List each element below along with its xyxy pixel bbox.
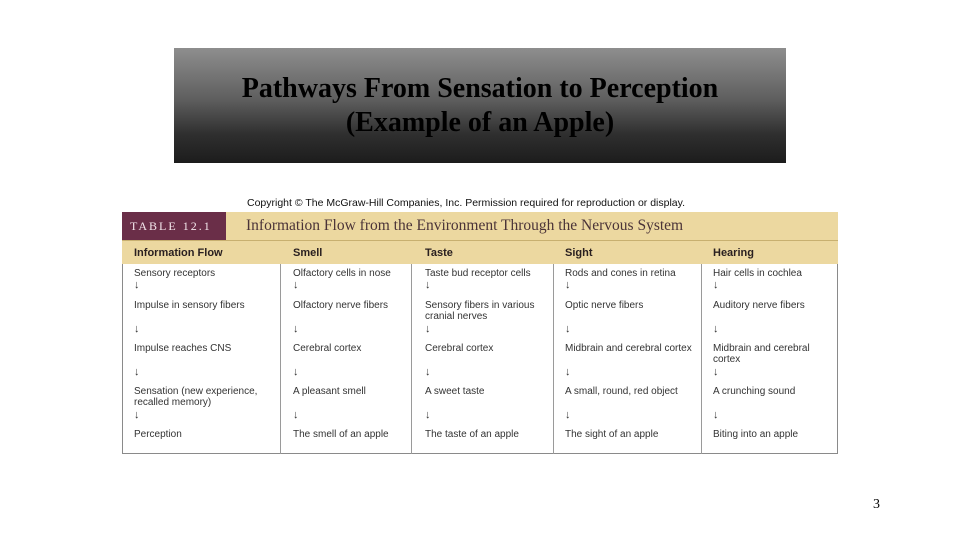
table-cell-smell: The smell of an apple: [293, 429, 389, 440]
table-cell-information-flow: Sensation (new experience, recalled memory): [134, 386, 258, 408]
table-cell-sight: Rods and cones in retina: [565, 268, 676, 279]
table-cell-hearing: Biting into an apple: [713, 429, 799, 440]
down-arrow-icon: ↓: [293, 323, 299, 335]
down-arrow-icon: ↓: [293, 279, 299, 291]
down-arrow-icon: ↓: [713, 366, 719, 378]
table-cell-hearing: A crunching sound: [713, 386, 796, 397]
info-flow-table: [122, 212, 838, 454]
table-cell-taste: Cerebral cortex: [425, 343, 494, 354]
col-header-sight: Sight: [565, 247, 593, 259]
col-header-information-flow: Information Flow: [134, 247, 223, 259]
table-banner: [122, 212, 838, 240]
down-arrow-icon: ↓: [425, 409, 431, 421]
table-cell-information-flow: Sensory receptors: [134, 268, 216, 279]
table-header-row: [122, 240, 838, 265]
column-divider: [280, 264, 281, 454]
down-arrow-icon: ↓: [565, 323, 571, 335]
table-cell-hearing: Midbrain and cerebral cortex: [713, 343, 810, 365]
down-arrow-icon: ↓: [713, 409, 719, 421]
down-arrow-icon: ↓: [134, 323, 140, 335]
down-arrow-icon: ↓: [713, 279, 719, 291]
table-cell-sight: The sight of an apple: [565, 429, 659, 440]
page-number: 3: [873, 497, 880, 512]
table-cell-taste: Sensory fibers in various cranial nerves: [425, 300, 535, 322]
down-arrow-icon: ↓: [565, 409, 571, 421]
table-title: Information Flow from the Environment Through the Nervous System: [246, 217, 684, 234]
table-cell-hearing: Hair cells in cochlea: [713, 268, 802, 279]
table-cell-sight: Optic nerve fibers: [565, 300, 644, 311]
column-divider: [411, 264, 412, 454]
table-cell-taste: The taste of an apple: [425, 429, 519, 440]
down-arrow-icon: ↓: [425, 366, 431, 378]
table-cell-smell: A pleasant smell: [293, 386, 366, 397]
table-cell-taste: Taste bud receptor cells: [425, 268, 531, 279]
table-cell-smell: Olfactory cells in nose: [293, 268, 391, 279]
table-cell-smell: Cerebral cortex: [293, 343, 362, 354]
table-cell-information-flow: Impulse in sensory fibers: [134, 300, 245, 311]
down-arrow-icon: ↓: [134, 366, 140, 378]
table-cell-information-flow: Impulse reaches CNS: [134, 343, 232, 354]
down-arrow-icon: ↓: [134, 279, 140, 291]
column-divider: [553, 264, 554, 454]
copyright-notice: Copyright © The McGraw-Hill Companies, Inc. Permission required for reproduction or display.: [247, 197, 686, 209]
table-cell-sight: Midbrain and cerebral cortex: [565, 343, 692, 354]
title-box: [174, 48, 786, 163]
col-header-taste: Taste: [425, 247, 453, 259]
down-arrow-icon: ↓: [713, 323, 719, 335]
table-label: TABLE 12.1: [122, 212, 226, 240]
down-arrow-icon: ↓: [134, 409, 140, 421]
down-arrow-icon: ↓: [565, 279, 571, 291]
down-arrow-icon: ↓: [293, 366, 299, 378]
down-arrow-icon: ↓: [425, 279, 431, 291]
page-title-line2: (Example of an Apple): [345, 106, 615, 138]
table-cell-smell: Olfactory nerve fibers: [293, 300, 389, 311]
col-header-smell: Smell: [293, 247, 323, 259]
table-cell-information-flow: Perception: [134, 429, 182, 440]
column-divider: [701, 264, 702, 454]
down-arrow-icon: ↓: [293, 409, 299, 421]
page-title-line1: Pathways From Sensation to Perception: [241, 72, 719, 104]
down-arrow-icon: ↓: [425, 323, 431, 335]
col-header-hearing: Hearing: [713, 247, 754, 259]
table-cell-sight: A small, round, red object: [565, 386, 678, 397]
down-arrow-icon: ↓: [565, 366, 571, 378]
table-cell-taste: A sweet taste: [425, 386, 485, 397]
table-cell-hearing: Auditory nerve fibers: [713, 300, 805, 311]
